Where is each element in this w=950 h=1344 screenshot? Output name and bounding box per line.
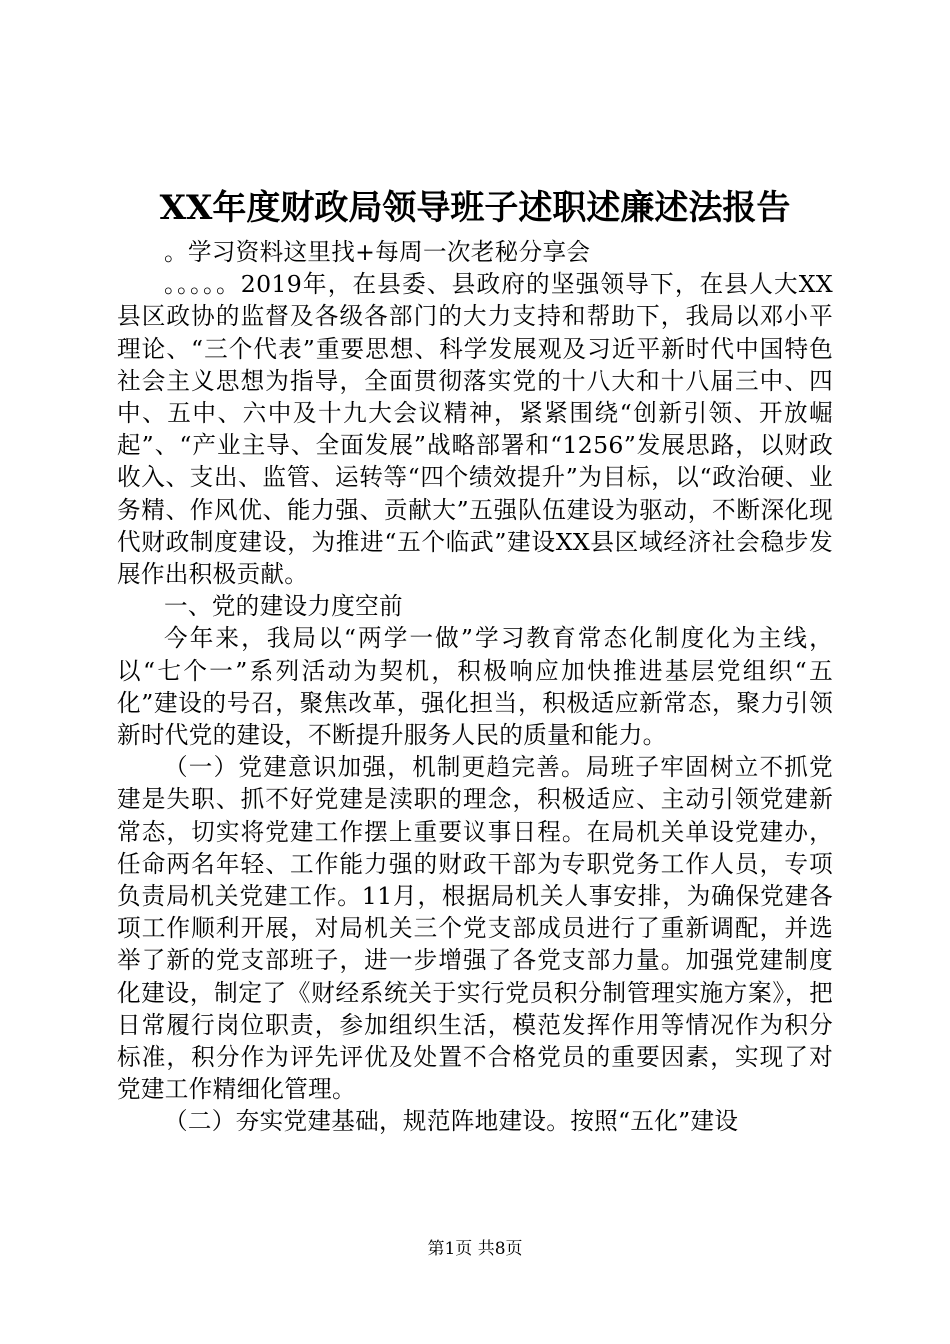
opening-paragraph: 。。。。。2019年，在县委、县政府的坚强领导下，在县人大XX县区政协的监督及各级各部门的大力支持和帮助下，我局以邓小平理论、“三个代表”重要思想、科学发展观及习近平新时代中国特色社会主义思想为指导，全面贯彻落实党的十八大和十八届三中、四中、五中、六中及十九大会议精神，紧紧围绕“创新引领、开放崛起”、“产业主导、全面发展”战略部署和“1256”发展思路，以财政收入、支出、监管、运转等“四个绩效提升”为目标，以“政治硬、业务精、作风优、能力强、贡献大”五强队伍建设为驱动，不断深化现代财政制度建设，为推进“五个临武”建设XX县区域经济社会稳步发展作出积极贡献。 xyxy=(117,270,833,589)
section-intro-paragraph: 今年来，我局以“两学一做”学习教育常态化制度化为主线，以“七个一”系列活动为契机，积极响应加快推进基层党组织“五化”建设的号召，聚焦改革，强化担当，积极适应新常态，聚力引领新时代党的建设，不断提升服务人民的质量和能力。 xyxy=(117,624,833,750)
document-title: XX年度财政局领导班子述职述廉述法报告 xyxy=(159,188,791,228)
subsection-two-paragraph: （二）夯实党建基础，规范阵地建设。按照“五化”建设 xyxy=(164,1107,739,1136)
subsection-one-paragraph: （一）党建意识加强，机制更趋完善。局班子牢固树立不抓党建是失职、抓不好党建是渎职的理念，积极适应、主动引领党建新常态，切实将党建工作摆上重要议事日程。在局机关单设党建办，任命两名年轻、工作能力强的财政干部为专职党务工作人员，专项负责局机关党建工作。11月，根据局机关人事安排，为确保党建各项工作顺利开展，对局机关三个党支部成员进行了重新调配，并选举了新的党支部班子，进一步增强了各党支部力量。加强党建制度化建设，制定了《财经系统关于实行党员积分制管理实施方案》，把日常履行岗位职责，参加组织生活，模范发挥作用等情况作为积分标准，积分作为评先评优及处置不合格党员的重要因素，实现了对党建工作精细化管理。 xyxy=(117,753,833,1104)
page-number-footer: 第1页 共8页 xyxy=(427,1239,523,1259)
section-heading: 一、党的建设力度空前 xyxy=(164,592,403,621)
intro-note-paragraph: 。学习资料这里找+每周一次老秘分享会 xyxy=(164,238,591,266)
document-body xyxy=(117,236,833,1138)
